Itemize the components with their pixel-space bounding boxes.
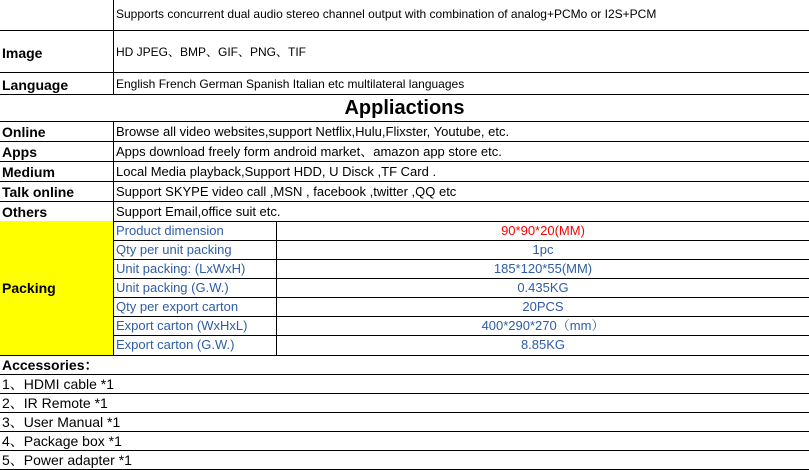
grid-line: [113, 121, 114, 355]
packing-value: 0.435KG: [517, 280, 569, 295]
accessory-item: 1、HDMI cable *1: [2, 376, 115, 392]
grid-line: [0, 141, 809, 142]
accessory-item: 3、User Manual *1: [2, 414, 121, 430]
packing-key: Product dimension: [116, 223, 224, 238]
row-label-image: Image: [2, 45, 43, 61]
packing-value: 8.85KG: [520, 337, 566, 352]
packing-label: Packing: [2, 280, 56, 296]
grid-line: [0, 94, 809, 95]
packing-value: 1pc: [532, 242, 554, 257]
section-title: Appliactions: [344, 97, 465, 119]
grid-line: [0, 412, 809, 413]
row-value-others: Support Email,office suit etc.: [116, 204, 281, 219]
row-value-language: English French German Spanish Italian etc multilateral languages: [116, 77, 465, 91]
packing-key: Unit packing (G.W.): [116, 280, 229, 295]
grid-line: [0, 30, 809, 31]
grid-line: [113, 0, 114, 94]
packing-key: Unit packing: (LxWxH): [116, 261, 246, 276]
grid-line: [0, 393, 809, 394]
row-value-talk-online: Support SKYPE video call ,MSN , facebook ,twitter ,QQ etc: [116, 184, 457, 199]
row-label-online: Online: [2, 124, 46, 140]
grid-line: [0, 355, 809, 356]
audio-spec: Supports concurrent dual audio stereo channel output with combination of analog+PCMo or I2S+PCM: [116, 7, 657, 21]
packing-value: 20PCS: [522, 299, 564, 314]
row-label-apps: Apps: [2, 144, 37, 160]
packing-value: 185*120*55(MM): [493, 261, 593, 276]
row-label-medium: Medium: [2, 164, 55, 180]
row-value-image: HD JPEG、BMP、GIF、PNG、TIF: [116, 45, 307, 59]
grid-line: [0, 161, 809, 162]
packing-key: Qty per unit packing: [116, 242, 232, 257]
grid-line: [0, 121, 809, 122]
row-label-talk-online: Talk online: [2, 184, 75, 200]
packing-value: 400*290*270（mm）: [481, 318, 605, 333]
row-label-others: Others: [2, 204, 48, 220]
row-value-apps: Apps download freely form android market、amazon app store etc.: [116, 144, 502, 159]
accessory-item: 4、Package box *1: [2, 433, 122, 449]
packing-value: 90*90*20(MM): [501, 223, 585, 238]
packing-key: Export carton (G.W.): [116, 337, 235, 352]
grid-line: [0, 201, 809, 202]
grid-line: [0, 72, 809, 73]
grid-line: [0, 181, 809, 182]
row-value-online: Browse all video websites,support Netflix,Hulu,Flixster, Youtube, etc.: [116, 124, 510, 139]
row-label-language: Language: [2, 77, 69, 93]
grid-line: [0, 374, 809, 375]
accessories-heading: Accessories：: [2, 357, 99, 373]
accessory-item: 2、IR Remote *1: [2, 395, 108, 411]
packing-key: Qty per export carton: [116, 299, 239, 314]
row-value-medium: Local Media playback,Support HDD, U Disck ,TF Card .: [116, 164, 437, 179]
packing-key: Export carton (WxHxL): [116, 318, 248, 333]
accessory-item: 5、Power adapter *1: [2, 452, 132, 468]
